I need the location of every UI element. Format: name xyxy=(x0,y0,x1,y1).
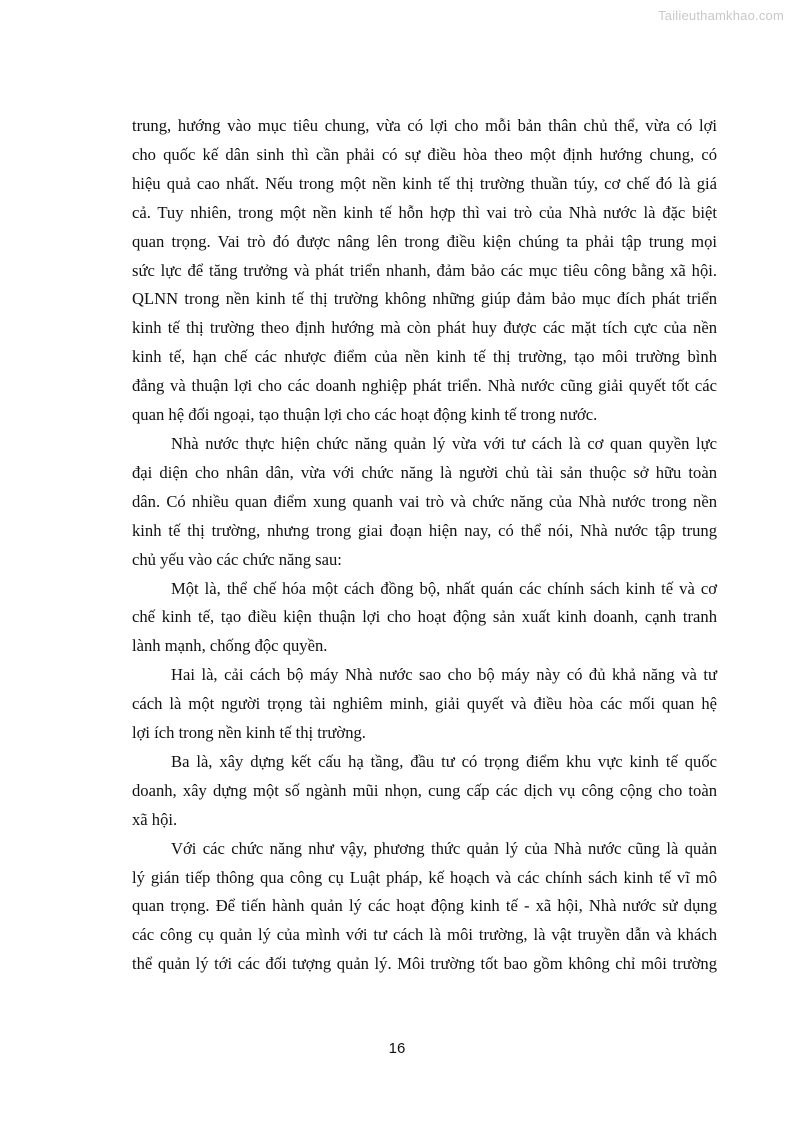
text-line: quan trọng. Vai trò đó được nâng lên trong điều kiện chúng ta phải tập trung mọi xyxy=(132,231,717,251)
text-line: chế kinh tế, tạo điều kiện thuận lợi cho hoạt động sản xuất kinh doanh, cạnh tranh xyxy=(132,607,717,627)
text-line: đẳng và thuận lợi cho các doanh nghiệp phát triển. Nhà nước cũng giải quyết tốt các xyxy=(132,376,717,396)
text-line: đại diện cho nhân dân, vừa với chức năng là người chủ tài sản thuộc sở hữu toàn xyxy=(132,462,717,482)
text-line: lợi ích trong nền kinh tế thị trường. xyxy=(132,723,366,743)
page-number: 16 xyxy=(388,1040,406,1057)
text-line: chủ yếu vào các chức năng sau: xyxy=(132,549,342,569)
text-line: Nhà nước thực hiện chức năng quản lý vừa với tư cách là cơ quan quyền lực xyxy=(171,433,717,453)
paragraph-4 xyxy=(132,661,717,748)
text-line: cho quốc kế dân sinh thì cần phải có sự điều hòa theo một định hướng chung, có xyxy=(132,144,717,164)
text-line: kinh tế thị trường theo định hướng mà còn phát huy được các mặt tích cực của nền xyxy=(132,318,717,338)
text-line: QLNN trong nền kinh tế thị trường không những giúp đảm bảo mục đích phát triển xyxy=(132,289,717,309)
paragraph-3 xyxy=(132,575,717,662)
text-line: kinh tế thị trường, nhưng trong giai đoạn hiện nay, có thể nói, Nhà nước tập trung xyxy=(132,520,717,540)
text-line: Một là, thể chế hóa một cách đồng bộ, nhất quán các chính sách kinh tế và cơ xyxy=(171,578,717,598)
text-line: Với các chức năng như vậy, phương thức quản lý của Nhà nước cũng là quản xyxy=(171,838,717,858)
text-line: cả. Tuy nhiên, trong một nền kinh tế hỗn hợp thì vai trò của Nhà nước là đặc biệt xyxy=(132,202,717,222)
text-line: kinh tế, hạn chế các nhược điểm của nền kinh tế thị trường, tạo môi trường bình xyxy=(132,347,717,367)
text-line: cách là một người trọng tài nghiêm minh, giải quyết và điều hòa các mối quan hệ xyxy=(132,694,717,714)
text-line: sức lực để tăng trưởng và phát triển nhanh, đảm bảo các mục tiêu công bằng xã hội. xyxy=(132,260,717,280)
text-line: hiệu quả cao nhất. Nếu trong một nền kinh tế thị trường thuần túy, cơ chế đó là giá xyxy=(132,173,717,193)
text-line: doanh, xây dựng một số ngành mũi nhọn, cung cấp các dịch vụ công cộng cho toàn xyxy=(132,780,717,800)
text-line: quan hệ đối ngoại, tạo thuận lợi cho các hoạt động kinh tế trong nước. xyxy=(132,405,598,425)
text-line: quan trọng. Để tiến hành quản lý các hoạt động kinh tế - xã hội, Nhà nước sử dụng xyxy=(132,896,717,916)
text-line: dân. Có nhiều quan điểm xung quanh vai trò và chức năng của Nhà nước trong nền xyxy=(132,491,717,511)
text-line: lành mạnh, chống độc quyền. xyxy=(132,636,328,656)
text-line: Hai là, cải cách bộ máy Nhà nước sao cho bộ máy này có đủ khả năng và tư xyxy=(171,665,717,685)
text-line: các công cụ quản lý của mình với tư cách là môi trường, là vật truyền dẫn và khách xyxy=(132,925,717,945)
text-line: trung, hướng vào mục tiêu chung, vừa có lợi cho mỗi bản thân chủ thể, vừa có lợi xyxy=(132,116,717,135)
text-line: Ba là, xây dựng kết cấu hạ tầng, đầu tư có trọng điểm khu vực kinh tế quốc xyxy=(171,751,717,771)
paragraph-2 xyxy=(132,430,717,575)
text-line: lý gián tiếp thông qua công cụ Luật pháp, kế hoạch và các chính sách kinh tế vĩ mô xyxy=(132,867,717,887)
text-line: xã hội. xyxy=(132,809,178,829)
paragraph-5 xyxy=(132,748,717,835)
document-body xyxy=(132,112,717,979)
paragraph-1 xyxy=(132,112,717,430)
watermark-text: Tailieuthamkhao.com xyxy=(658,8,784,23)
paragraph-6 xyxy=(132,835,717,980)
text-line: thể quản lý tới các đối tượng quản lý. Môi trường tốt bao gồm không chỉ môi trường xyxy=(132,954,717,974)
